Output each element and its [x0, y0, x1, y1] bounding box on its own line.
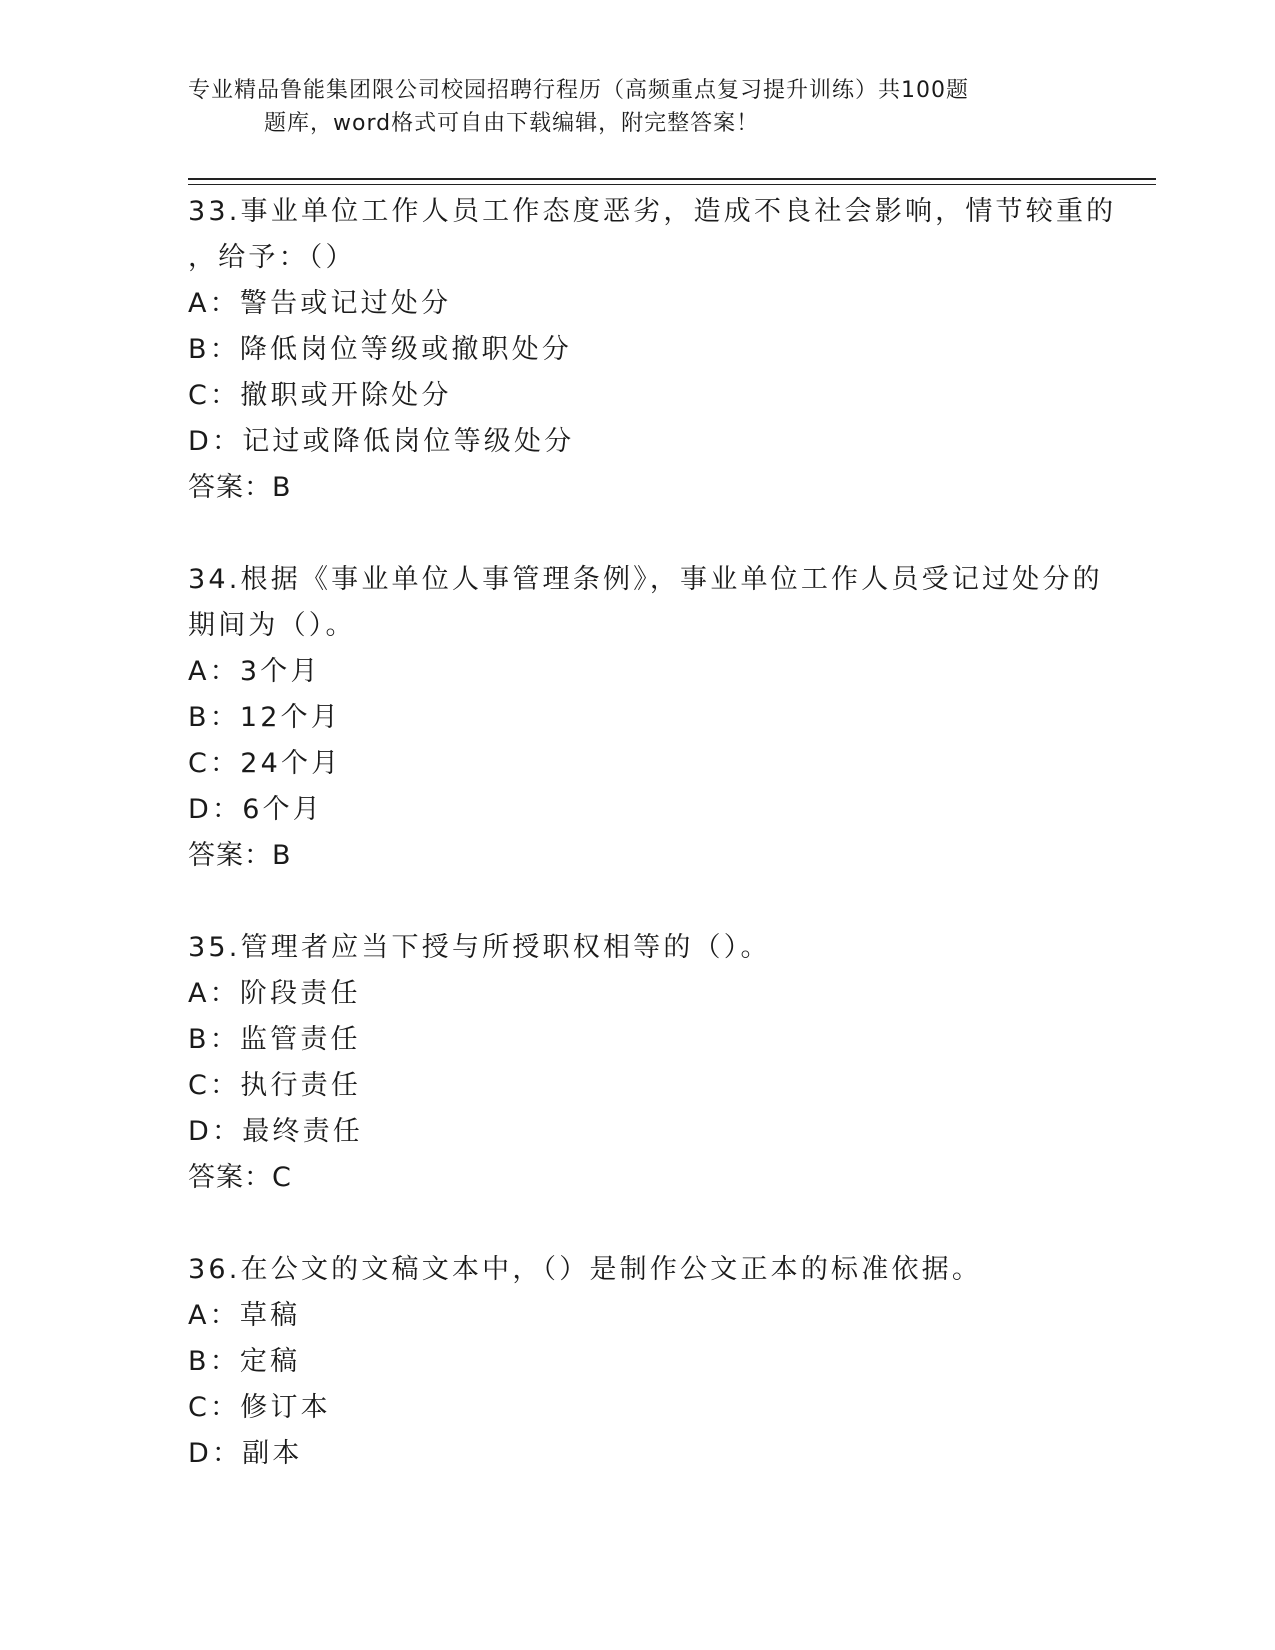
- question-stem: 33.事业单位工作人员工作态度恶劣，造成不良社会影响，情节较重的: [188, 196, 1117, 227]
- option-c: C：24个月: [188, 748, 342, 779]
- option-d: D：最终责任: [188, 1116, 363, 1147]
- option-b: B：定稿: [188, 1346, 301, 1377]
- question-list: [188, 189, 1117, 1523]
- option-a: A：阶段责任: [188, 978, 361, 1009]
- question-35: [188, 925, 1088, 1201]
- option-c: C：修订本: [188, 1392, 331, 1423]
- question-stem: 35.管理者应当下授与所授职权相等的（）。: [188, 932, 771, 963]
- answer-line: 答案：B: [188, 472, 292, 503]
- question-34: [188, 557, 1103, 879]
- question-stem: 期间为（）。: [188, 610, 356, 641]
- option-a: A：草稿: [188, 1300, 301, 1331]
- option-b: B：12个月: [188, 702, 342, 733]
- question-stem: 36.在公文的文稿文本中，（）是制作公文正本的标准依据。: [188, 1254, 983, 1285]
- header-divider-thin: [188, 184, 1156, 185]
- option-c: C：执行责任: [188, 1070, 362, 1101]
- question-stem: 34.根据《事业单位人事管理条例》，事业单位工作人员受记过处分的: [188, 564, 1103, 595]
- header-title-line-2: 题库，word格式可自由下载编辑，附完整答案！: [264, 111, 760, 136]
- option-a: A：警告或记过处分: [188, 288, 452, 319]
- question-stem: ，给予：（）: [188, 242, 356, 273]
- question-36: [188, 1247, 1088, 1477]
- header-divider-thick: [188, 178, 1156, 180]
- option-a: A：3个月: [188, 656, 321, 687]
- option-b: B：降低岗位等级或撤职处分: [188, 334, 573, 365]
- answer-line: 答案：B: [188, 840, 292, 871]
- question-33: [188, 189, 1117, 511]
- answer-line: 答案：C: [188, 1162, 292, 1193]
- document-header: [188, 74, 1068, 140]
- header-title-line-1: 专业精品鲁能集团限公司校园招聘行程历（高频重点复习提升训练）共100题: [188, 78, 969, 103]
- option-d: D：记过或降低岗位等级处分: [188, 426, 575, 457]
- option-d: D：副本: [188, 1438, 303, 1469]
- option-d: D：6个月: [188, 794, 323, 825]
- option-c: C：撤职或开除处分: [188, 380, 452, 411]
- option-b: B：监管责任: [188, 1024, 361, 1055]
